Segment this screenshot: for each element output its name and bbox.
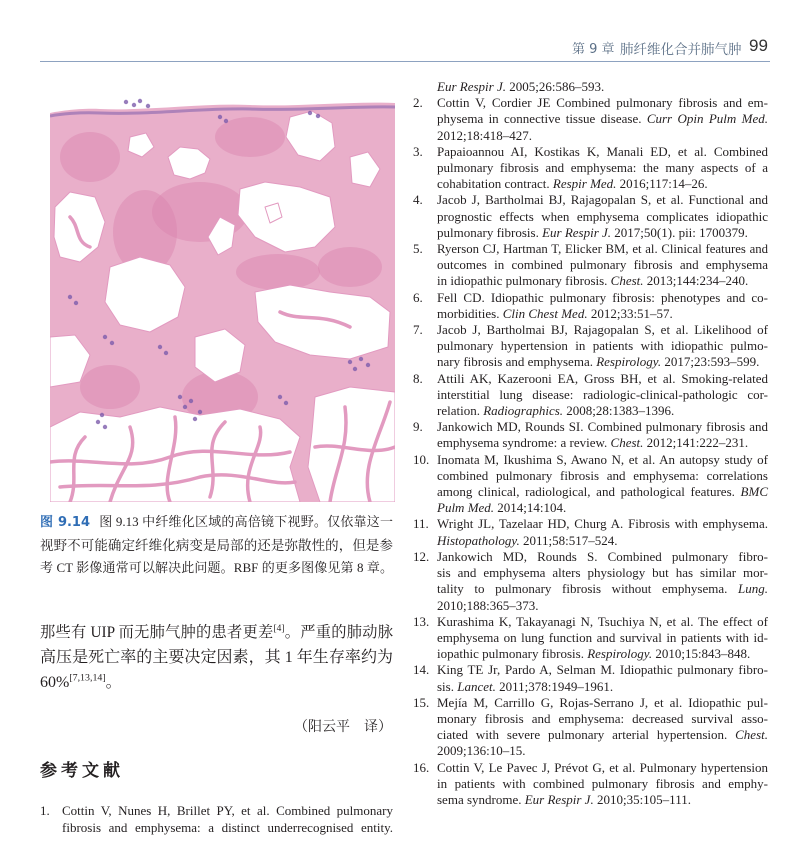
journal-title: Pulm Med. bbox=[437, 500, 495, 516]
reference-item bbox=[40, 802, 393, 836]
text-run: 。严重的肺动脉 bbox=[284, 624, 393, 641]
text-run: ciated with severe pulmonary arterial hypertension. bbox=[437, 727, 736, 743]
text-run: pulmonary hypertension in patients with idiopathic pulmo- bbox=[437, 338, 768, 354]
text-run: 2008;28:1383–1396. bbox=[563, 403, 675, 419]
text-run: 2016;117:14–26. bbox=[616, 176, 708, 192]
text-run: among clinical, radiological, and pathological features. bbox=[437, 484, 741, 500]
reference-item bbox=[413, 419, 768, 451]
cell-nucleus bbox=[224, 119, 228, 123]
reference-number: 9. bbox=[413, 419, 423, 435]
reference-item bbox=[413, 695, 768, 760]
text-run: morbidities. bbox=[437, 305, 503, 321]
reference-number: 14. bbox=[413, 662, 430, 678]
journal-title: Clin Chest Med. bbox=[502, 305, 588, 321]
cell-nucleus bbox=[189, 399, 193, 403]
translator-credit: （阳云平 译） bbox=[294, 720, 392, 735]
text-run: 2005;26:586–593. bbox=[505, 79, 605, 94]
text-run: 2012;33:51–57. bbox=[587, 305, 673, 321]
reference-number: 15. bbox=[413, 694, 430, 710]
journal-title: Histopathology. bbox=[437, 532, 520, 548]
cell-nucleus bbox=[278, 395, 282, 399]
text-run: 2012;141:222–231. bbox=[643, 435, 749, 451]
text-line bbox=[437, 144, 768, 160]
reference-text bbox=[437, 516, 768, 548]
text-run: 2011;58:517–524. bbox=[519, 532, 618, 548]
journal-title: Chest. bbox=[610, 273, 644, 289]
reference-text bbox=[437, 419, 768, 451]
cell-nucleus bbox=[110, 341, 114, 345]
text-run: 2011;378:1949–1961. bbox=[495, 678, 614, 694]
reference-number: 6. bbox=[413, 289, 423, 305]
text-line bbox=[437, 290, 768, 306]
figure-label: 图 9.14 bbox=[40, 515, 91, 530]
cell-nucleus bbox=[218, 115, 222, 119]
cell-nucleus bbox=[103, 335, 107, 339]
text-line bbox=[437, 533, 768, 549]
text-run: sis and emphysema alters physiology but has similar mor- bbox=[437, 565, 768, 581]
text-line bbox=[437, 128, 768, 144]
text-line bbox=[437, 419, 768, 435]
reference-item bbox=[413, 371, 768, 420]
text-run: 视野不可能确定纤维化病变是局部的还是弥散性的，但是参 bbox=[40, 537, 393, 553]
reference-text bbox=[437, 695, 768, 760]
text-run: sema syndrome. bbox=[437, 791, 525, 807]
text-line bbox=[437, 306, 768, 322]
text-run: 60% bbox=[40, 674, 70, 691]
alveolar-space bbox=[308, 387, 395, 502]
reference-number: 11. bbox=[413, 516, 429, 532]
journal-title: Respir Med. bbox=[552, 176, 617, 192]
text-line bbox=[40, 620, 393, 645]
cell-nucleus bbox=[74, 301, 78, 305]
text-run: outcomes in combined pulmonary fibrosis and emphysema bbox=[437, 257, 768, 273]
citation-superscript: [7,13,14] bbox=[69, 672, 106, 684]
text-run: pulmonary fibrosis and emphysema: the many aspects of a bbox=[437, 160, 768, 176]
text-run: emphysema syndrome: a review. bbox=[437, 435, 611, 451]
cell-nucleus bbox=[138, 99, 142, 103]
text-run: 图 9.13 中纤维化区域的高倍镜下视野。仅依靠这一 bbox=[99, 514, 393, 529]
reference-number: 8. bbox=[413, 370, 423, 386]
journal-title: Lung. bbox=[738, 581, 768, 597]
cell-nucleus bbox=[68, 295, 72, 299]
cell-nucleus bbox=[353, 367, 357, 371]
references-heading: 参考文献 bbox=[40, 761, 124, 780]
text-line bbox=[437, 630, 768, 646]
text-run: Papaioannou AI, Kostikas K, Manali ED, et al. Combined bbox=[437, 143, 768, 159]
cell-nucleus bbox=[348, 360, 352, 364]
cell-nucleus bbox=[103, 425, 107, 429]
reference-text bbox=[437, 241, 768, 290]
text-line bbox=[40, 670, 393, 695]
text-line bbox=[437, 468, 768, 484]
text-line bbox=[437, 565, 768, 581]
text-line bbox=[437, 95, 768, 111]
text-line bbox=[437, 452, 768, 468]
text-line bbox=[40, 511, 393, 535]
text-line bbox=[437, 176, 768, 192]
text-run: Cottin V, Cordier JE Combined pulmonary fibrosis and em- bbox=[437, 95, 768, 111]
reference-text bbox=[437, 322, 768, 371]
text-run: relation. bbox=[437, 403, 484, 419]
text-run: Jankowich MD, Rounds SI. Combined pulmonary fibrosis and bbox=[437, 419, 768, 435]
reference-text bbox=[437, 452, 768, 517]
text-line bbox=[437, 160, 768, 176]
body-paragraph bbox=[40, 620, 393, 695]
text-run: Wright JL, Tazelaar HD, Churg A. Fibrosis with emphysema. bbox=[437, 516, 768, 532]
text-line bbox=[437, 500, 768, 516]
cell-nucleus bbox=[308, 111, 312, 115]
fibrosis-patch bbox=[236, 254, 320, 290]
text-line bbox=[437, 792, 768, 808]
text-line bbox=[437, 354, 768, 370]
text-line bbox=[437, 387, 768, 403]
cell-nucleus bbox=[183, 405, 187, 409]
text-run: Cottin V, Le Pavec J, Prévot G, et al. Pulmonary hypertension bbox=[437, 759, 768, 775]
text-run: cohabitation contract. bbox=[437, 176, 553, 192]
histology-micrograph bbox=[50, 97, 395, 502]
text-run: Ryerson CJ, Hartman T, Elicker BM, et al. Clinical features and bbox=[437, 242, 768, 257]
text-run: 2017;50(1). pii: 1700379. bbox=[611, 224, 748, 240]
reference-number: 7. bbox=[413, 322, 423, 338]
reference-number: 13. bbox=[413, 613, 430, 629]
text-run: 2017;23:593–599. bbox=[661, 354, 760, 370]
reference-number: 5. bbox=[413, 241, 423, 257]
text-line bbox=[437, 403, 768, 419]
reference-text bbox=[437, 614, 768, 663]
references-left-column bbox=[40, 802, 393, 836]
reference-item bbox=[413, 290, 768, 322]
text-run: Jankowich MD, Rounds S. Combined pulmonary fibro- bbox=[437, 548, 768, 564]
cell-nucleus bbox=[146, 104, 150, 108]
header-rule bbox=[40, 61, 770, 62]
reference-item bbox=[413, 662, 768, 694]
reference-text bbox=[437, 79, 768, 95]
text-line bbox=[437, 273, 768, 289]
reference-number: 2. bbox=[413, 95, 423, 111]
text-line bbox=[437, 322, 768, 338]
reference-continuation bbox=[413, 79, 768, 95]
journal-title: Chest. bbox=[610, 435, 644, 451]
reference-item bbox=[413, 322, 768, 371]
page-number: 99 bbox=[749, 36, 768, 55]
text-run: 2010;15:843–848. bbox=[652, 646, 751, 662]
text-run: fibrosis and emphysema: a distinct underrecognised entity. bbox=[62, 820, 393, 835]
text-run: Inomata M, Ikushima S, Awano N, et al. An autopsy study of bbox=[437, 451, 768, 467]
text-run: 2013;144:234–240. bbox=[643, 273, 749, 289]
reference-text bbox=[437, 760, 768, 809]
reference-item bbox=[413, 614, 768, 663]
chapter-label: 第 9 章 bbox=[572, 42, 615, 57]
text-line bbox=[437, 549, 768, 565]
text-run: nary fibrosis and emphysema. bbox=[437, 354, 597, 370]
text-run: emphysema on lung function and survival in patients with id- bbox=[437, 629, 768, 645]
text-run: Mejía M, Carrillo G, Rojas-Serrano J, et al. Idiopathic pul- bbox=[437, 694, 768, 710]
cell-nucleus bbox=[198, 410, 202, 414]
text-run: physema in connective tissue disease. bbox=[437, 111, 647, 127]
text-line bbox=[437, 435, 768, 451]
reference-text bbox=[437, 549, 768, 614]
reference-number-spacer bbox=[413, 79, 437, 95]
cell-nucleus bbox=[164, 351, 168, 355]
reference-text bbox=[437, 371, 768, 420]
journal-title: BMC bbox=[740, 484, 768, 500]
text-run: 高压是死亡率的主要决定因素，其 1 年生存率约为 bbox=[40, 649, 393, 666]
text-line bbox=[437, 695, 768, 711]
text-line bbox=[437, 338, 768, 354]
reference-item bbox=[413, 144, 768, 193]
journal-title: Respirology. bbox=[596, 354, 662, 370]
text-run: tality to pulmonary fibrosis without emphysema. bbox=[437, 581, 739, 597]
text-line bbox=[437, 743, 768, 759]
reference-text bbox=[437, 662, 768, 694]
text-run: 2010;35:105–111. bbox=[593, 791, 691, 807]
text-line bbox=[437, 225, 768, 241]
text-run: 2009;136:10–15. bbox=[437, 743, 526, 759]
text-line bbox=[437, 760, 768, 776]
text-run: 2012;18:418–427. bbox=[437, 127, 532, 143]
references-right-column bbox=[413, 79, 768, 808]
text-run: in patients with combined pulmonary fibrosis and emphy- bbox=[437, 775, 768, 791]
text-run: 那些有 UIP 而无肺气肿的患者更差 bbox=[40, 624, 274, 641]
cell-nucleus bbox=[178, 395, 182, 399]
text-line bbox=[437, 371, 768, 387]
text-run: Kurashima K, Takayanagi N, Tsuchiya N, et al. The effect of bbox=[437, 613, 768, 629]
reference-text bbox=[437, 144, 768, 193]
text-run: Jacob J, Bartholmai BJ, Rajagopalan S, et al. Likelihood of bbox=[437, 322, 768, 338]
citation-superscript: [4] bbox=[273, 623, 285, 634]
reference-item bbox=[413, 95, 768, 144]
text-line bbox=[437, 484, 768, 500]
text-run: 2014;14:104. bbox=[494, 500, 567, 516]
text-run: combined pulmonary fibrosis and emphysema: correlations bbox=[437, 467, 768, 483]
reference-item bbox=[413, 760, 768, 809]
reference-text bbox=[437, 290, 768, 322]
text-line bbox=[62, 802, 393, 819]
text-run: prognostic effects when emphysema complicates idiopathic bbox=[437, 208, 768, 224]
figure-caption bbox=[40, 511, 393, 580]
cell-nucleus bbox=[193, 417, 197, 421]
journal-title: Eur Respir J. bbox=[437, 79, 506, 94]
journal-title: Curr Opin Pulm Med. bbox=[646, 111, 768, 127]
text-line bbox=[437, 614, 768, 630]
text-line bbox=[437, 711, 768, 727]
reference-number: 1. bbox=[40, 803, 50, 818]
reference-item bbox=[413, 192, 768, 241]
cell-nucleus bbox=[284, 401, 288, 405]
text-run: 。 bbox=[105, 674, 122, 691]
text-run: Cottin V, Nunes H, Brillet PY, et al. Combined pulmonary bbox=[62, 803, 393, 818]
reference-item bbox=[413, 452, 768, 517]
text-run: 考 CT 影像通常可以解决此问题。RBF 的更多图像见第 8 章。 bbox=[40, 560, 393, 575]
reference-text bbox=[437, 192, 768, 241]
text-run: pulmonary fibrosis. bbox=[437, 224, 543, 240]
reference-item bbox=[413, 241, 768, 290]
text-run: in idiopathic pulmonary fibrosis. bbox=[437, 273, 611, 289]
text-run: Jacob J, Bartholmai BJ, Rajagopalan S, et al. Functional and bbox=[437, 192, 768, 208]
text-line bbox=[437, 646, 768, 662]
fibrosis-patch bbox=[318, 247, 382, 287]
reference-item bbox=[413, 516, 768, 548]
reference-number: 16. bbox=[413, 759, 430, 775]
text-run: Attili AK, Kazerooni EA, Gross BH, et al. Smoking-related bbox=[437, 370, 768, 386]
text-run: monary fibrosis and emphysema: decreased survival asso- bbox=[437, 710, 768, 726]
chapter-title: 肺纤维化合并肺气肿 bbox=[620, 42, 742, 58]
reference-number: 3. bbox=[413, 143, 423, 159]
reference-number: 4. bbox=[413, 192, 423, 208]
cell-nucleus bbox=[316, 114, 320, 118]
text-line bbox=[40, 557, 393, 580]
text-run: sis. bbox=[437, 678, 458, 694]
reference-item bbox=[413, 549, 768, 614]
journal-title: Eur Respir J. bbox=[524, 791, 594, 807]
cell-nucleus bbox=[100, 413, 104, 417]
text-line bbox=[437, 727, 768, 743]
text-run: interstitial lung disease: radiologic-clinical-pathologic cor- bbox=[437, 386, 768, 402]
cell-nucleus bbox=[124, 100, 128, 104]
cell-nucleus bbox=[366, 363, 370, 367]
text-line bbox=[40, 645, 393, 670]
text-line bbox=[40, 535, 393, 558]
text-line bbox=[62, 819, 393, 836]
text-run: King TE Jr, Pardo A, Selman M. Idiopathic pulmonary fibro- bbox=[437, 662, 768, 678]
fibrosis-patch bbox=[60, 132, 120, 182]
cell-nucleus bbox=[158, 345, 162, 349]
text-line bbox=[437, 581, 768, 597]
reference-text bbox=[437, 95, 768, 144]
text-run: iopathic pulmonary fibrosis. bbox=[437, 646, 588, 662]
cell-nucleus bbox=[96, 420, 100, 424]
text-line bbox=[437, 516, 768, 532]
text-line bbox=[437, 192, 768, 208]
text-line bbox=[437, 241, 768, 257]
reference-number: 10. bbox=[413, 451, 430, 467]
fibrosis-patch bbox=[80, 365, 140, 409]
cell-nucleus bbox=[359, 357, 363, 361]
text-line bbox=[437, 776, 768, 792]
text-run: 2010;188:365–373. bbox=[437, 597, 539, 613]
text-line bbox=[437, 598, 768, 614]
journal-title: Lancet. bbox=[457, 678, 496, 694]
journal-title: Respirology. bbox=[587, 646, 653, 662]
text-line bbox=[437, 209, 768, 225]
journal-title: Radiographics. bbox=[483, 403, 564, 419]
text-line bbox=[437, 257, 768, 273]
text-line bbox=[437, 679, 768, 695]
reference-number: 12. bbox=[413, 548, 430, 564]
journal-title: Eur Respir J. bbox=[542, 224, 612, 240]
cell-nucleus bbox=[132, 103, 136, 107]
text-run: Fell CD. Idiopathic pulmonary fibrosis: phenotypes and co- bbox=[437, 289, 768, 305]
journal-title: Chest. bbox=[735, 727, 768, 743]
text-line bbox=[437, 79, 768, 95]
text-line bbox=[437, 111, 768, 127]
text-line bbox=[437, 662, 768, 678]
reference-text bbox=[62, 802, 393, 836]
